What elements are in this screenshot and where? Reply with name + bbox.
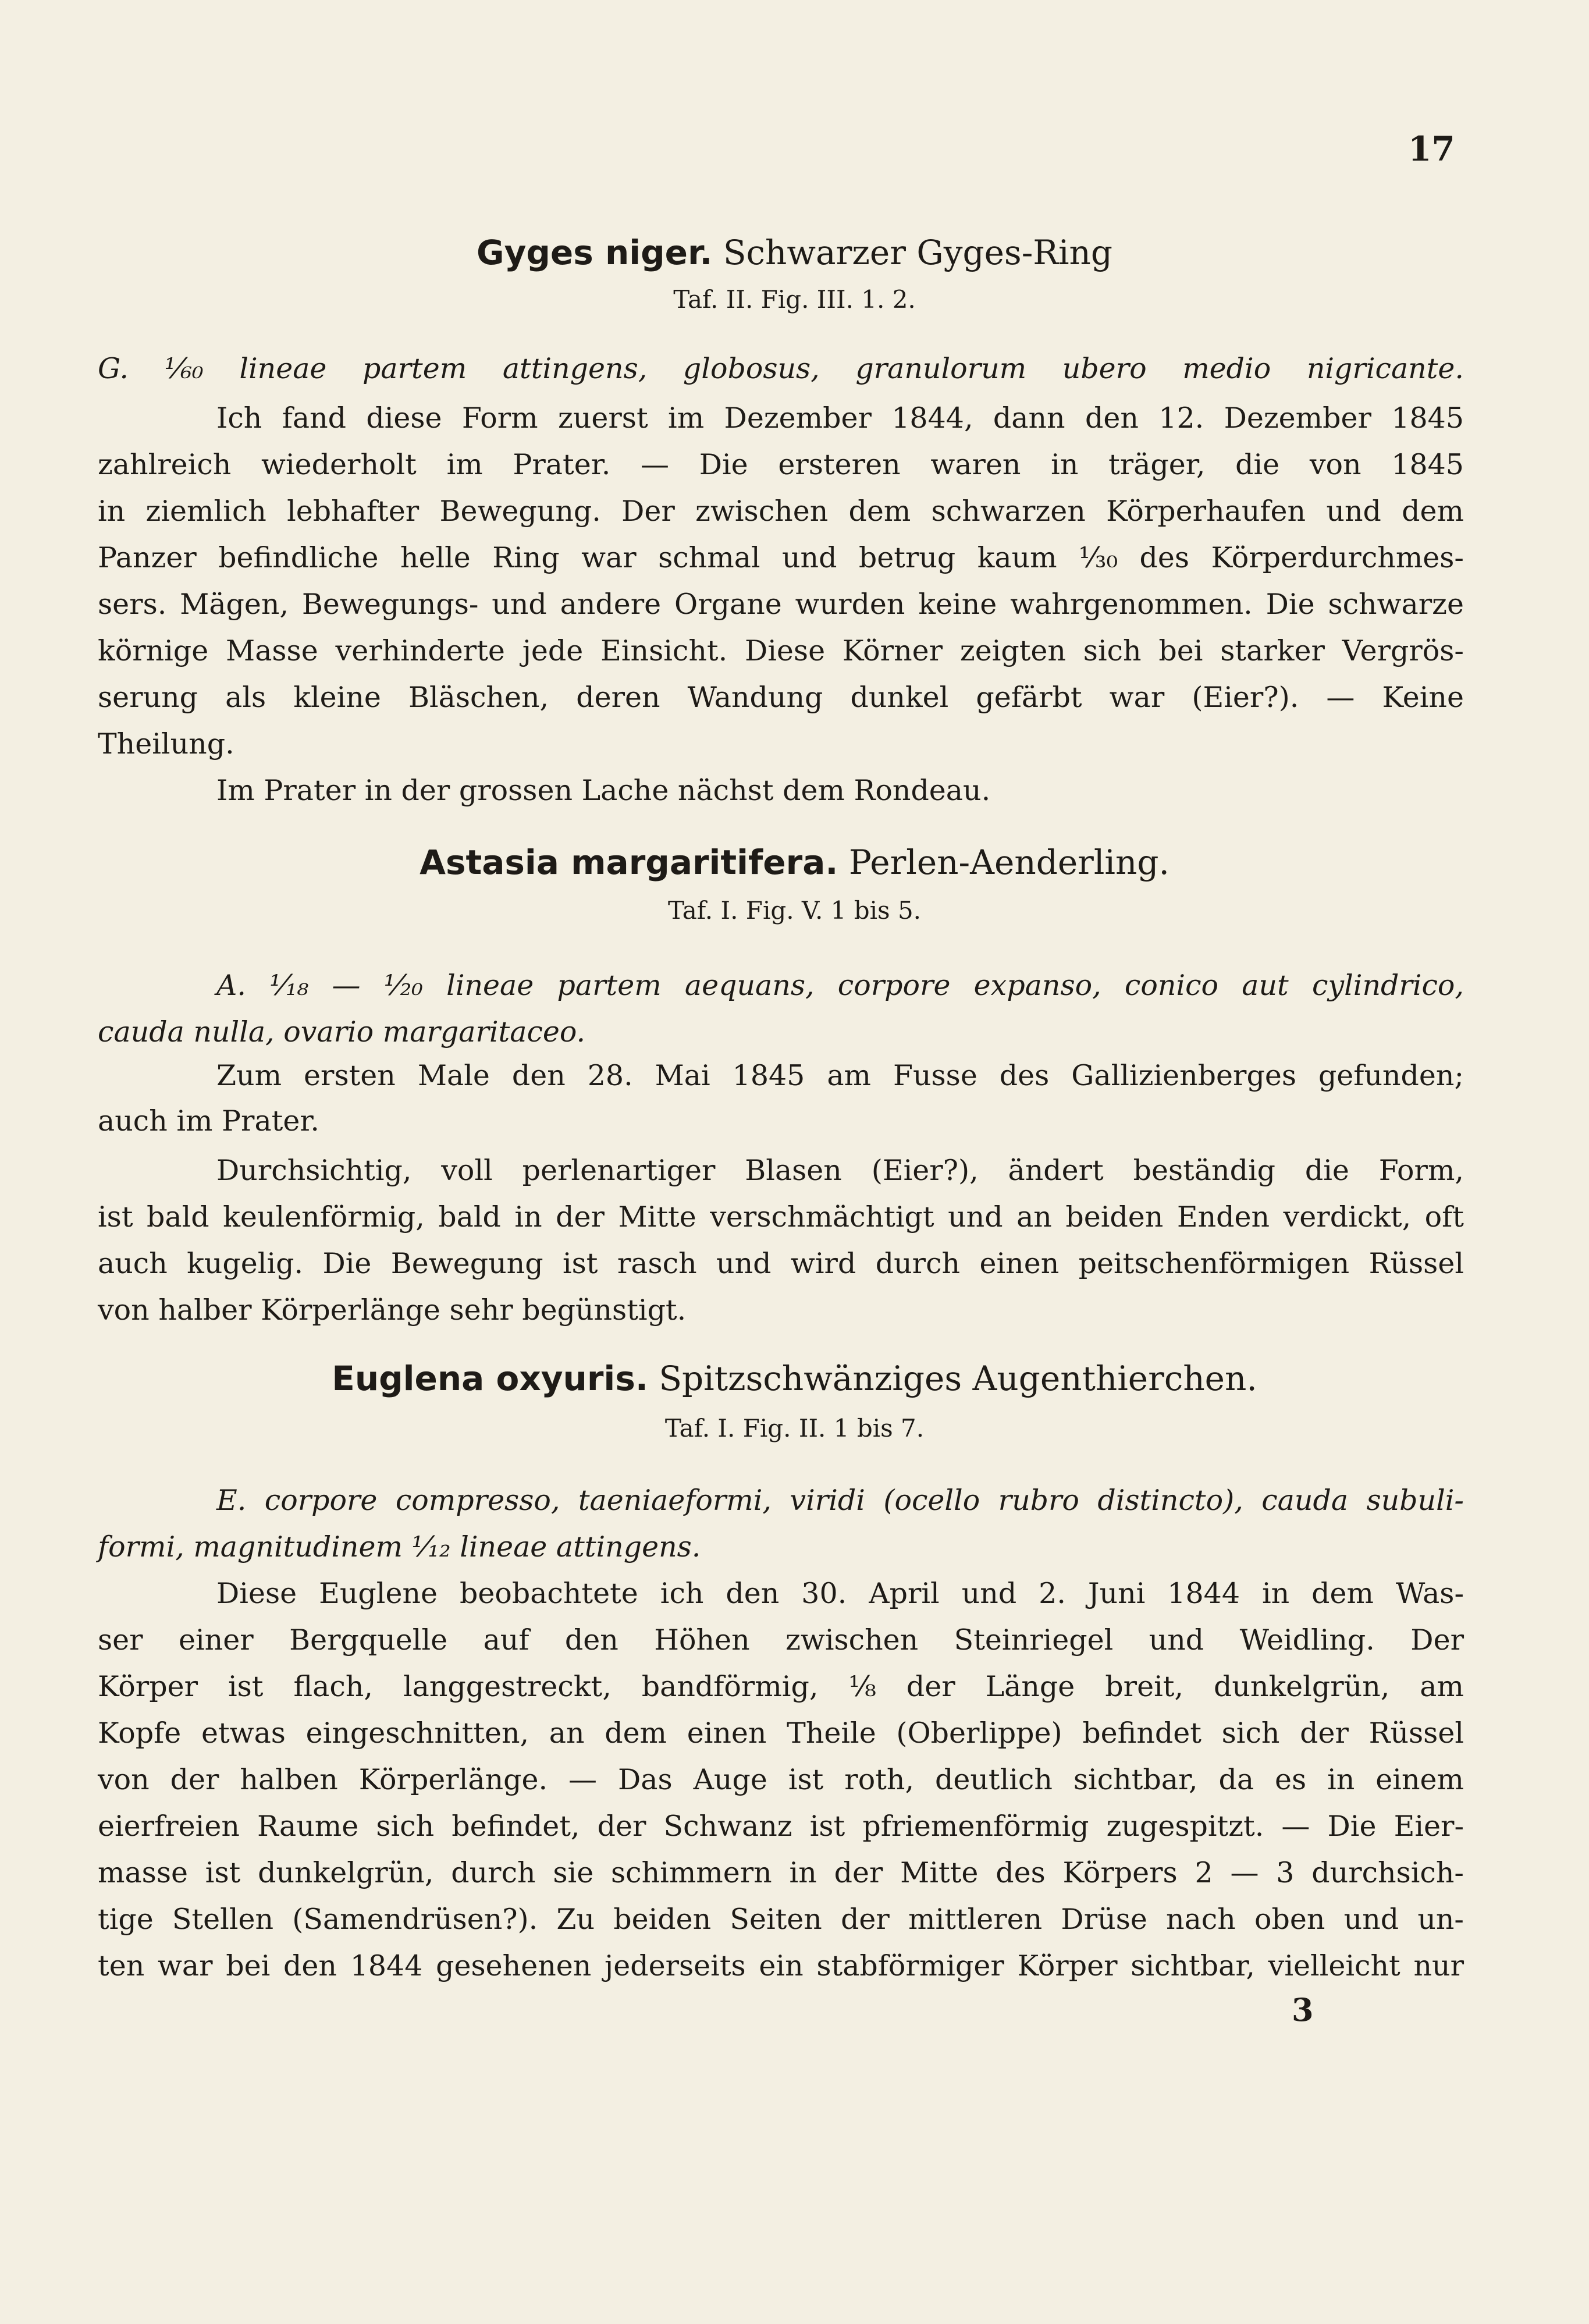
plate-reference: Taf. II. Fig. III. 1. 2. [673, 285, 916, 314]
latin-name: Euglena oxyuris. [332, 1359, 648, 1398]
text-line: auch im Prater. [98, 1104, 319, 1138]
text-line: körnige Masse verhinderte jede Einsicht. Diese Körner zeigten sich bei starker Vergrös- [98, 634, 1464, 667]
text-line: in ziemlich lebhafter Bewegung. Der zwischen dem schwarzen Körperhaufen und dem [98, 495, 1464, 528]
page-number: 17 [1408, 129, 1455, 169]
text-line: sers. Mägen, Bewegungs- und andere Organe wurden keine wahrgenommen. Die schwarze [98, 588, 1464, 621]
text-line: Im Prater in der grossen Lache nächst dem Rondeau. [216, 774, 991, 807]
common-name: Spitzschwänziges Augenthierchen. [659, 1359, 1257, 1398]
section-heading-gyges [0, 233, 1589, 272]
diagnosis-line: A. ¹⁄₁₈ — ¹⁄₂₀ lineae partem aequans, corpore expanso, conico aut cylindrico, [216, 969, 1464, 1002]
section-heading-astasia [0, 843, 1589, 882]
latin-name: Astasia margaritifera. [420, 843, 838, 882]
diagnosis-line: E. corpore compresso, taeniaeformi, viridi (ocello rubro distincto), cauda subuli- [216, 1484, 1464, 1517]
signature-mark: 3 [1292, 1991, 1314, 2028]
text-line: ten war bei den 1844 gesehenen jederseits ein stabförmiger Körper sichtbar, vielleicht nur [98, 1949, 1464, 1982]
text-line: Diese Euglene beobachtete ich den 30. April und 2. Juni 1844 in dem Was- [216, 1577, 1464, 1610]
diagnosis-line: formi, magnitudinem ¹⁄₁₂ lineae attingens. [98, 1530, 701, 1563]
text-line: Theilung. [98, 727, 234, 761]
common-name: Schwarzer Gyges-Ring [723, 233, 1112, 272]
text-line: ist bald keulenförmig, bald in der Mitte verschmächtigt und an beiden Enden verdickt, oft [98, 1200, 1464, 1234]
diagnosis-line: cauda nulla, ovario margaritaceo. [98, 1015, 586, 1049]
plate-reference: Taf. I. Fig. II. 1 bis 7. [664, 1414, 925, 1442]
text-line: Zum ersten Male den 28. Mai 1845 am Fusse des Gallizienberges gefunden; [216, 1059, 1464, 1092]
text-line: masse ist dunkelgrün, durch sie schimmern in der Mitte des Körpers 2 — 3 durchsich- [98, 1856, 1464, 1889]
text-line: ser einer Bergquelle auf den Höhen zwischen Steinriegel und Weidling. Der [98, 1623, 1464, 1657]
text-line: Kopfe etwas eingeschnitten, an dem einen Theile (Oberlippe) befindet sich der Rüssel [98, 1717, 1464, 1750]
diagnosis-line: G. ¹⁄₆₀ lineae partem attingens, globosus, granulorum ubero medio nigricante. [98, 352, 1464, 385]
text-line: von der halben Körperlänge. — Das Auge ist roth, deutlich sichtbar, da es in einem [98, 1763, 1464, 1796]
text-line: auch kugelig. Die Bewegung ist rasch und wird durch einen peitschenförmigen Rüssel [98, 1247, 1464, 1280]
section-heading-euglena [0, 1359, 1589, 1398]
plate-reference: Taf. I. Fig. V. 1 bis 5. [667, 896, 922, 925]
text-line: zahlreich wiederholt im Prater. — Die ersteren waren in träger, die von 1845 [98, 448, 1464, 481]
latin-name: Gyges niger. [476, 233, 713, 272]
text-line: Durchsichtig, voll perlenartiger Blasen (Eier?), ändert beständig die Form, [216, 1154, 1464, 1187]
text-line: Panzer befindliche helle Ring war schmal und betrug kaum ¹⁄₃₀ des Körperdurchmes- [98, 541, 1464, 574]
common-name: Perlen-Aenderling. [848, 843, 1169, 882]
text-line: Körper ist flach, langgestreckt, bandförmig, ¹⁄₈ der Länge breit, dunkelgrün, am [98, 1670, 1464, 1703]
text-line: eierfreien Raume sich befindet, der Schwanz ist pfriemenförmig zugespitzt. — Die Eier- [98, 1810, 1464, 1843]
text-line: tige Stellen (Samendrüsen?). Zu beiden Seiten der mittleren Drüse nach oben und un- [98, 1903, 1464, 1936]
text-line: von halber Körperlänge sehr begünstigt. [98, 1294, 687, 1327]
text-line: Ich fand diese Form zuerst im Dezember 1844, dann den 12. Dezember 1845 [216, 401, 1464, 435]
text-line: serung als kleine Bläschen, deren Wandung dunkel gefärbt war (Eier?). — Keine [98, 681, 1464, 714]
